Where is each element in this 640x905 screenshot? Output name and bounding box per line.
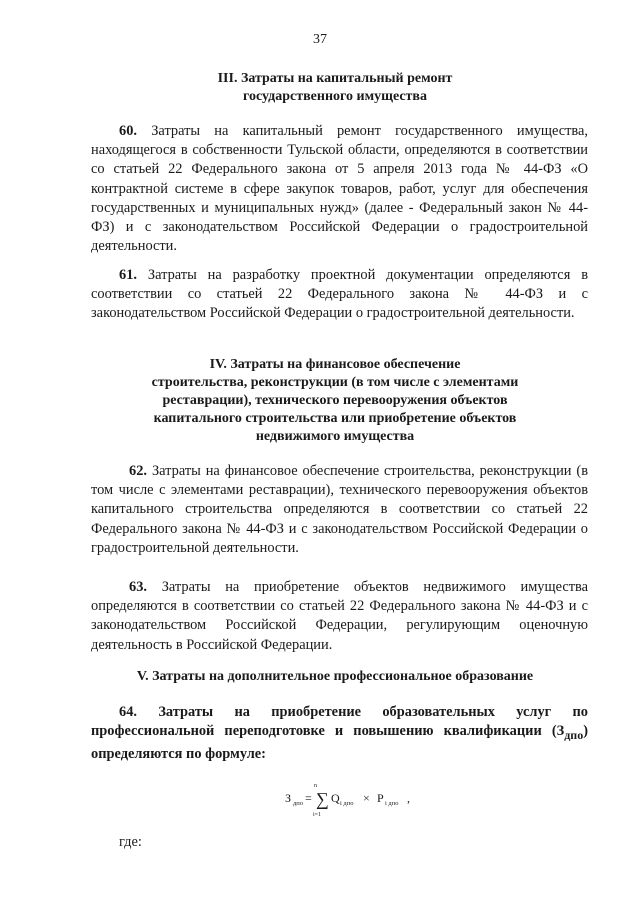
formula-lhs: З — [285, 791, 292, 805]
formula-sum-lower: i=1 — [313, 812, 322, 818]
paragraph-60 — [91, 122, 588, 256]
formula-tail: , — [407, 791, 410, 805]
paragraph-64 — [91, 703, 588, 764]
heading-line: IV. Затраты на финансовое обеспечение — [209, 357, 461, 372]
formula-sum-symbol: ∑ — [316, 789, 329, 809]
section-heading-3 — [80, 70, 590, 106]
paragraph-text: Затраты на разработку проектной документации определяются в соответствии со статьей 22 Федерального закона № 44-ФЗ и с законодательством Российской Федерации о градостроительной деятельности. — [91, 267, 588, 322]
heading-line: недвижимого имущества — [255, 429, 415, 444]
formula-lhs-sub: дпо — [293, 800, 304, 807]
paragraph-number: 60. — [119, 123, 137, 139]
formula-q-sub: i дпо — [340, 800, 354, 807]
paragraph-text: Затраты на приобретение объектов недвижимого имущества определяются в соответствии со статьей 22 Федерального закона № 44-ФЗ и с законодательством Российской Федерации, регулирующим оценочную деятельность в Российской Федерации. — [91, 579, 588, 653]
paragraph-text: Затраты на приобретение образовательных услуг по профессиональной переподготовке и повышению квалификации (З — [91, 704, 588, 740]
formula-q: Q — [331, 791, 340, 805]
subscript: дпо — [564, 728, 584, 743]
formula-sum-upper: n — [314, 783, 317, 789]
heading-line: государственного имущества — [243, 89, 427, 104]
paragraph-62 — [91, 462, 588, 558]
paragraph-number: 63. — [129, 579, 147, 595]
section-heading-5 — [80, 668, 590, 686]
heading-line: капитального строительства или приобретение объектов — [153, 411, 517, 426]
heading-line: V. Затраты на дополнительное профессиональное образование — [136, 669, 534, 684]
paragraph-61 — [91, 266, 588, 324]
heading-line: III. Затраты на капитальный ремонт — [217, 71, 453, 86]
paragraph-number: 61. — [119, 267, 137, 283]
page-number: 37 — [313, 32, 327, 47]
paragraph-text: Затраты на капитальный ремонт государственного имущества, находящегося в собственности Тульской области, определяются в соответствии со статьей 22 Федерального закона от 5 апреля 2013 года № 44-ФЗ «О контрактной системе в сфере закупок товаров, работ, услуг для обеспечения государственных и муниципальных нужд» (далее - Федеральный закон № 44-ФЗ) и с законодательством Российской Федерации о градостроительной деятельности. — [91, 123, 588, 255]
paragraph-63 — [91, 578, 588, 655]
paragraph-text: Затраты на финансовое обеспечение строительства, реконструкции (в том числе с элементами реставрации), технического перевооружения объектов капитального строительства определяются в соответствии со статьей 22 Федерального закона № 44-ФЗ и с законодательством Российской Федерации о градостроительной деятельности. — [91, 463, 588, 556]
heading-line: строительства, реконструкции (в том числе с элементами — [151, 375, 519, 390]
paragraph-number: 62. — [129, 463, 147, 479]
formula-times: × — [363, 791, 370, 805]
formula-p: P — [377, 791, 384, 805]
paragraph-number: 64. — [119, 704, 137, 720]
formula — [0, 779, 640, 819]
formula-equals: = — [305, 791, 312, 805]
formula-p-sub: i дпо — [385, 800, 399, 807]
paragraph-text-tail: ) определяются по формуле: — [91, 723, 588, 763]
section-heading-4 — [80, 356, 590, 446]
heading-line: реставрации), технического перевооружения объектов — [162, 393, 508, 408]
where-label: где: — [119, 834, 142, 850]
